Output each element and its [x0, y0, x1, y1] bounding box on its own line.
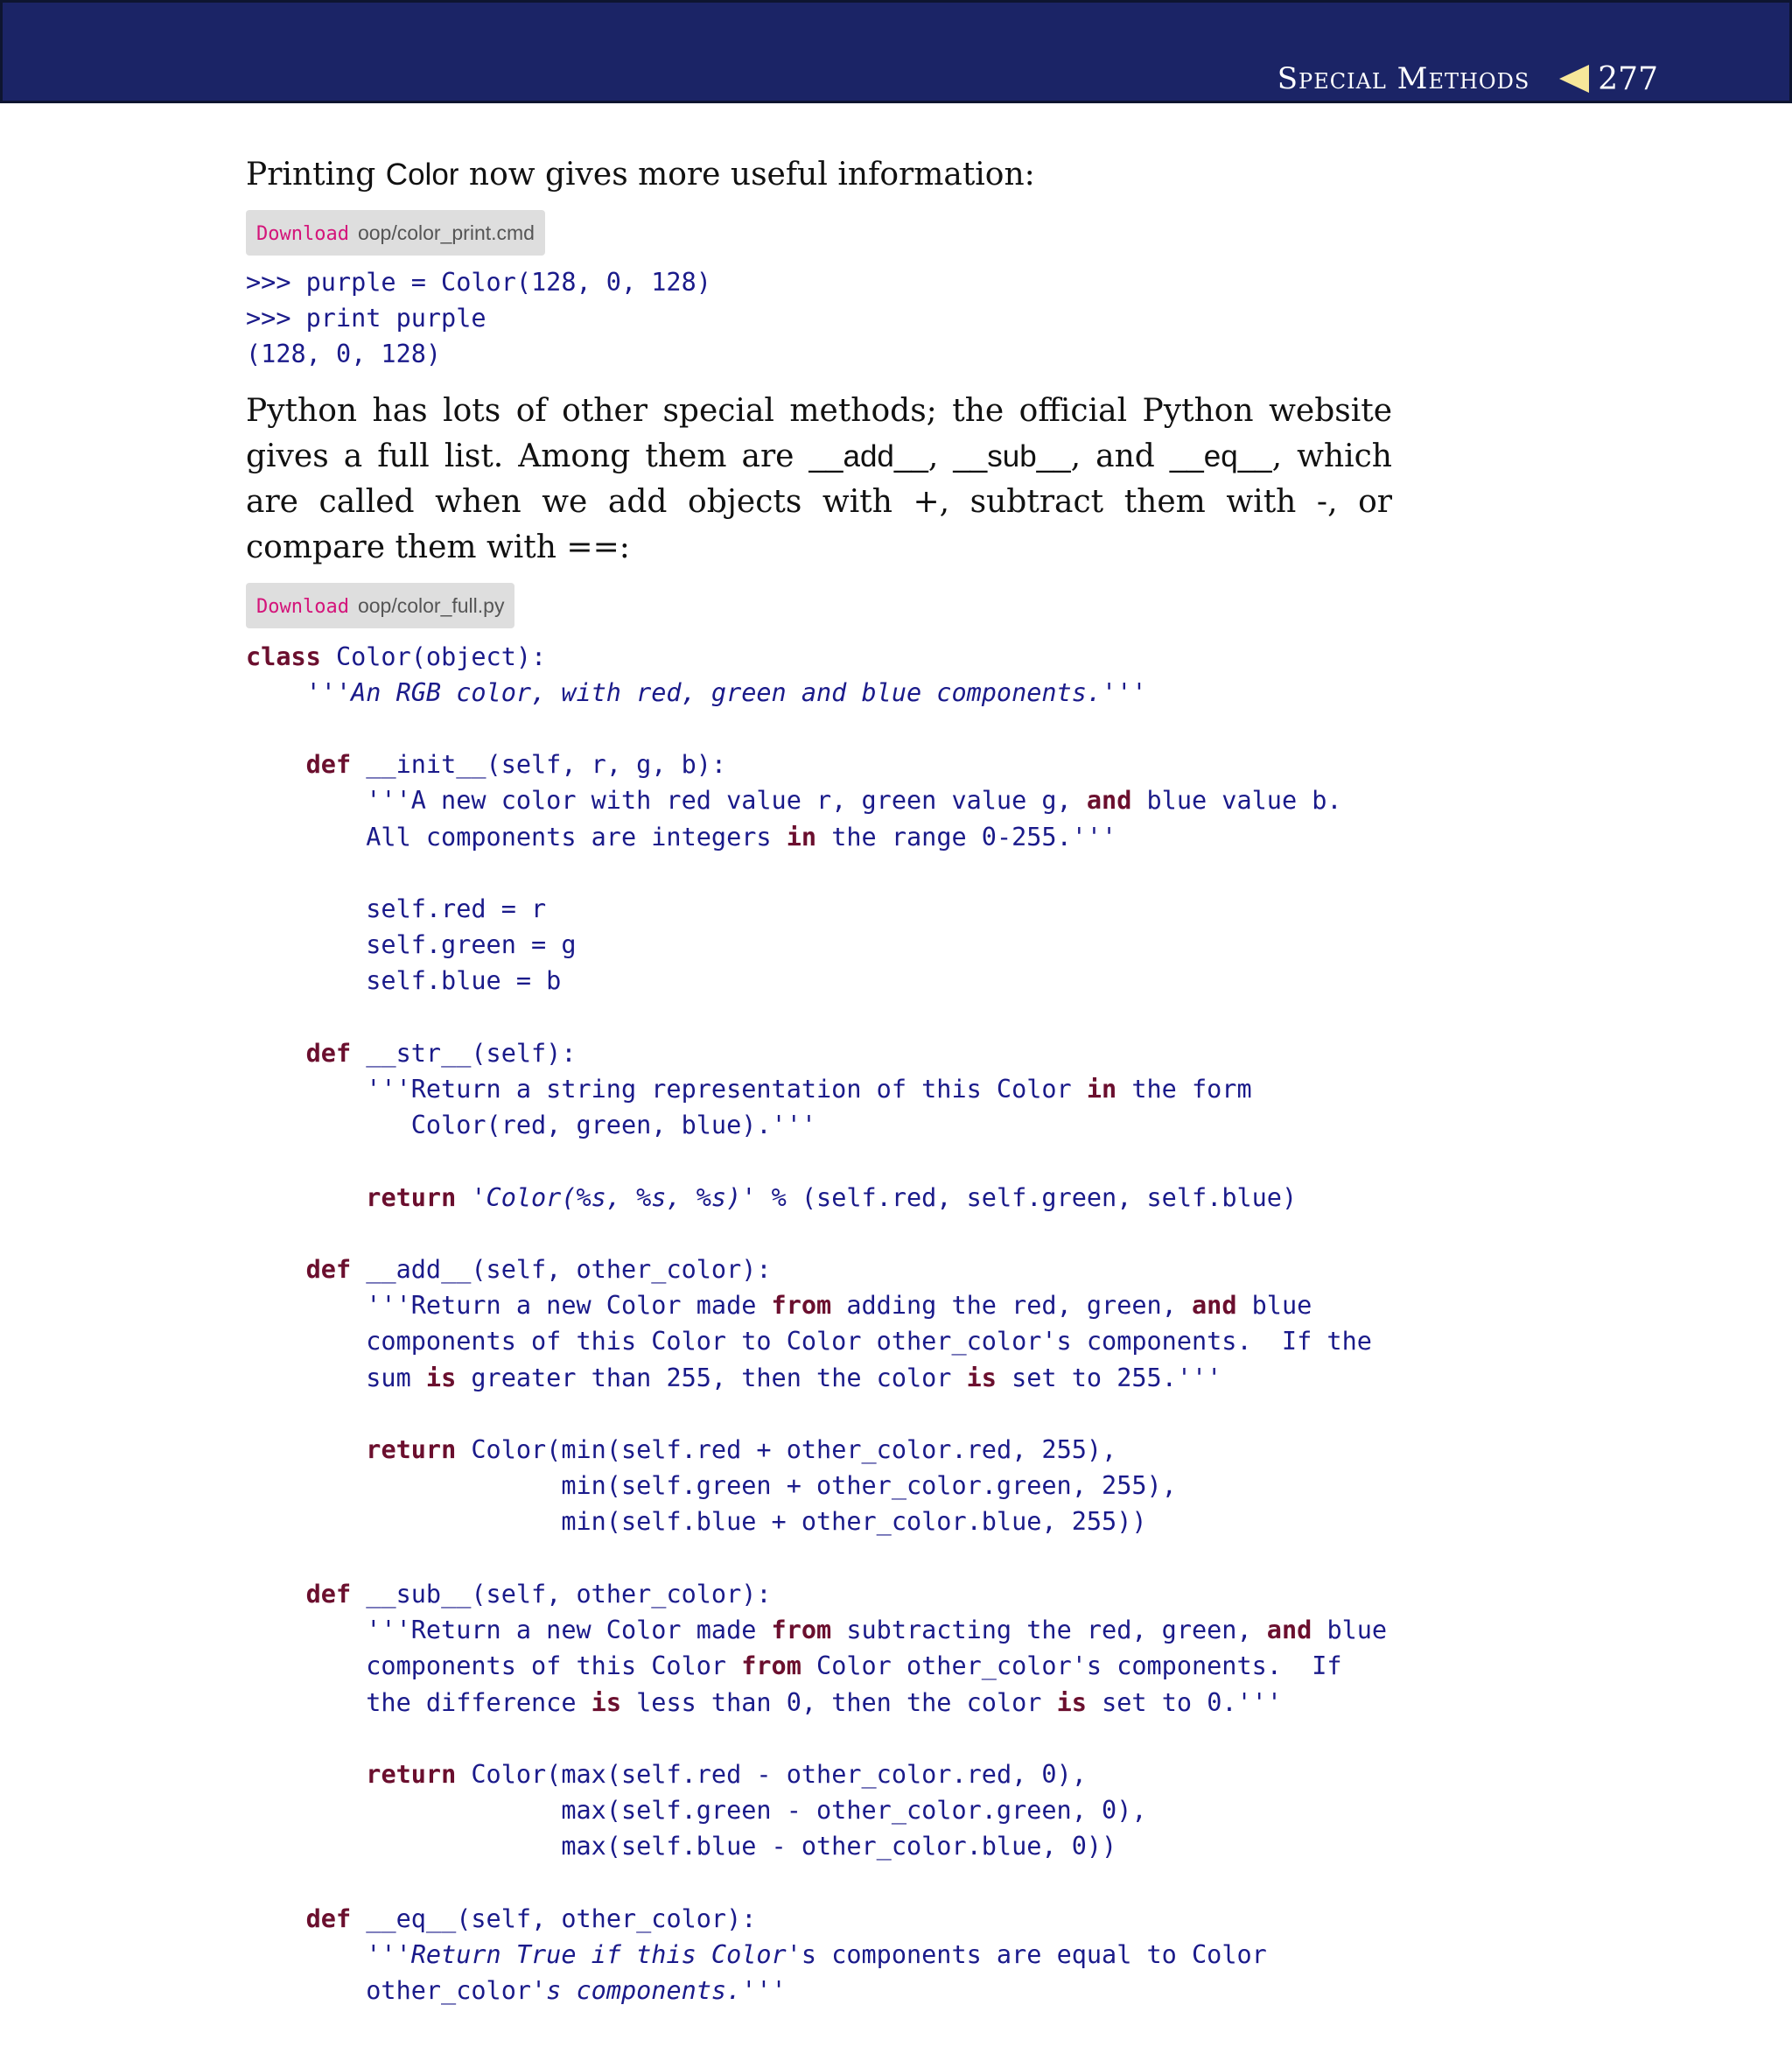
download-label: Download [256, 223, 349, 245]
code-line: min(self.green + other_color.green, 255), [246, 1471, 1177, 1501]
code-line: def __init__(self, r, g, b): [305, 750, 727, 780]
code-line: '''Return True if this Color's components are equal to Color [246, 1939, 1267, 1969]
code-line: max(self.blue - other_color.blue, 0)) [246, 1832, 1117, 1861]
methods-text-end: , which are called when we add objects with +, subtract them with -, or compare them with ==: [246, 438, 1392, 565]
code-line: def __str__(self): [305, 1038, 577, 1068]
blank-line [246, 1216, 1392, 1251]
code-line: All components are integers in the range 0-255.''' [246, 822, 1117, 852]
code-line: (128, 0, 128) [246, 340, 442, 369]
code-line: '''A new color with red value r, green value g, and blue value b. [246, 786, 1342, 816]
separator: , and [1070, 438, 1170, 474]
code-line: '''Return a new Color made from subtracting the red, green, and blue [246, 1616, 1388, 1645]
code-line: return Color(max(self.red - other_color.red, 0), [366, 1759, 1087, 1789]
blank-line [246, 1721, 1392, 1756]
method-add-inline: __add__ [808, 438, 928, 473]
intro-text-end: now gives more useful information: [458, 157, 1035, 193]
blank-line [246, 1143, 1392, 1179]
page-number: 277 [1598, 60, 1658, 97]
download-tag-color-print[interactable] [246, 210, 545, 256]
method-eq-inline: __eq__ [1169, 438, 1272, 473]
code-line: class Color(object): [246, 641, 547, 671]
methods-text: Python has lots of other special methods; the official Python website gives a full list. Among them are [246, 392, 1392, 474]
code-line: components of this Color from Color other_color's components. If [246, 1651, 1342, 1681]
code-line: '''An RGB color, with red, green and blue components.''' [246, 677, 1147, 707]
code-line: the difference is less than 0, then the color is set to 0.''' [246, 1687, 1282, 1717]
download-path: oop/color_full.py [357, 593, 505, 617]
intro-paragraph [246, 152, 1392, 198]
code-line: other_color's components.''' [246, 1976, 787, 2006]
blank-line [246, 1396, 1392, 1432]
code-line: self.green = g [246, 930, 577, 960]
header-bar [0, 0, 1792, 103]
code-line: def __eq__(self, other_color): [305, 1903, 757, 1933]
methods-paragraph [246, 389, 1392, 571]
code-line: >>> print purple [246, 304, 486, 333]
code-line: '''Return a string representation of this Color in the form [246, 1075, 1252, 1104]
download-tag-color-full[interactable] [246, 583, 514, 628]
code-line: components of this Color to Color other_color's components. If the [246, 1327, 1372, 1356]
blank-line [246, 711, 1392, 747]
code-line: return Color(min(self.red + other_color.red, 255), [366, 1435, 1117, 1465]
page-content [246, 149, 1392, 2008]
method-sub-inline: __sub__ [953, 438, 1071, 473]
blank-line [246, 1540, 1392, 1576]
code-line: def __sub__(self, other_color): [305, 1579, 772, 1609]
code-line: Color(red, green, blue).''' [246, 1111, 817, 1140]
code-listing [246, 639, 1392, 2009]
download-path: oop/color_print.cmd [357, 221, 535, 244]
code-line: max(self.green - other_color.green, 0), [246, 1796, 1147, 1826]
download-label: Download [256, 595, 349, 618]
code-line: def __add__(self, other_color): [305, 1255, 772, 1285]
previous-page-arrow-icon[interactable] [1559, 65, 1589, 93]
separator: , [928, 438, 954, 474]
blank-line [246, 1865, 1392, 1901]
code-line: return 'Color(%s, %s, %s)' % (self.red, self.green, self.blue) [366, 1182, 1298, 1212]
class-name-inline: Color [385, 158, 459, 192]
intro-text: Printing [246, 157, 386, 193]
code-line: sum is greater than 255, then the color is set to 255.''' [246, 1363, 1222, 1392]
code-line: min(self.blue + other_color.blue, 255)) [246, 1507, 1147, 1537]
code-line: self.red = r [246, 894, 547, 924]
console-session [246, 264, 1392, 373]
blank-line [246, 999, 1392, 1035]
section-title: Special Methods [1277, 61, 1530, 96]
code-line: self.blue = b [246, 966, 562, 996]
blank-line [246, 855, 1392, 891]
code-line: '''Return a new Color made from adding the red, green, and blue [246, 1291, 1312, 1321]
code-line: >>> purple = Color(128, 0, 128) [246, 268, 711, 297]
running-head [1278, 57, 1658, 101]
